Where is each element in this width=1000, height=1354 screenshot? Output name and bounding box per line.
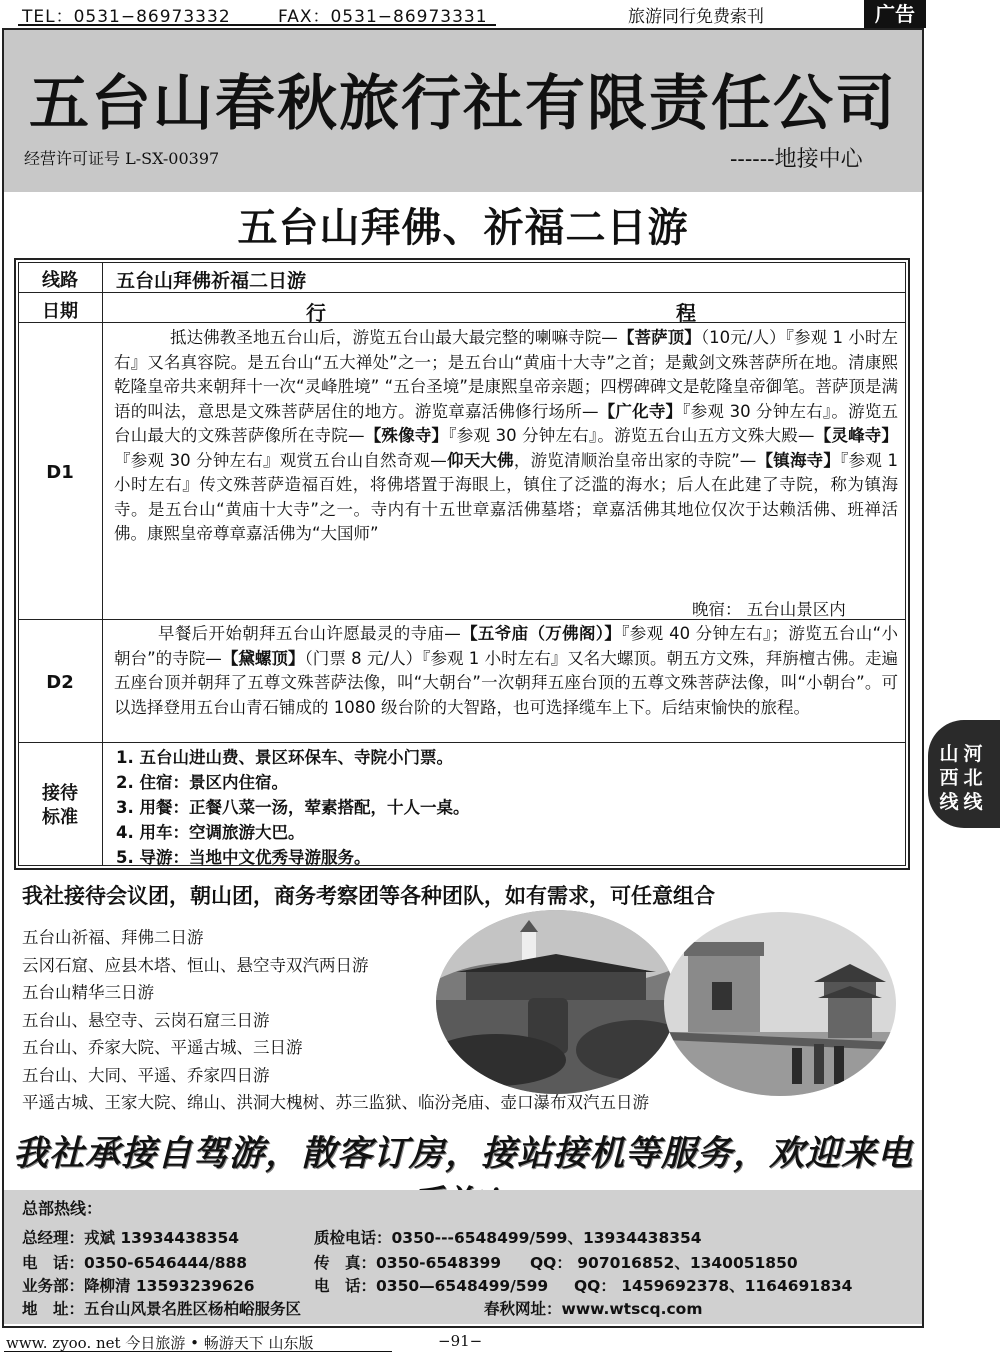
route-item: 平遥古城、王家大院、绵山、洪洞大槐树、苏三监狱、临汾尧庙、壶口瀑布双汽五日游	[22, 1093, 649, 1112]
company-name: 五台山春秋旅行社有限责任公司	[29, 69, 897, 139]
footer-site[interactable]: www. zyoo. net 今日旅游 • 畅游天下 山东版	[6, 1334, 314, 1352]
page-number: −91−	[438, 1332, 483, 1350]
side-tab-char: 线	[963, 791, 983, 813]
standard-item: 2. 住宿：景区内住宿。	[116, 773, 288, 792]
date-label: 日期	[42, 301, 78, 322]
dijie-center: ------地接中心	[730, 147, 863, 172]
footer-underline	[4, 1351, 392, 1352]
temple-photo-image	[436, 910, 676, 1094]
standard-item: 4. 用车：空调旅游大巴。	[116, 823, 305, 842]
tour-title: 五台山拜佛、祈福二日游	[237, 204, 689, 251]
table-column-rule	[102, 262, 103, 866]
route-item: 五台山、大同、平遥、乔家四日游	[22, 1065, 270, 1085]
route-item: 五台山精华三日游	[22, 983, 154, 1002]
fortress-photo-image	[664, 912, 896, 1096]
side-tab-char: 北	[963, 767, 983, 789]
page-footer	[0, 1332, 1000, 1354]
side-tab-hebei	[962, 742, 984, 814]
day-label-d2: D2	[46, 672, 74, 693]
itinerary-header-xing: 行	[306, 301, 326, 325]
route-item: 云冈石窟、应县木塔、恒山、悬空寺双汽两日游	[22, 955, 369, 975]
company-header	[4, 30, 922, 192]
service-slogan: 我社承接自驾游，散客订房，接站接机等服务，欢迎来电	[12, 1134, 913, 1174]
license-number: 经营许可证号 L-SX-00397	[24, 149, 220, 168]
route-value: 五台山拜佛祈福二日游	[116, 270, 307, 292]
fax-number: FAX：0531−86973331	[278, 7, 488, 27]
group-services-line: 我社接待会议团，朝山团，商务考察团等各种团队，如有需求，可任意组合	[22, 883, 715, 908]
itinerary-header-cheng: 程	[676, 301, 696, 325]
side-tab-char: 山	[939, 743, 959, 765]
route-item: 五台山祈福、拜佛二日游	[22, 928, 204, 947]
temple-photo	[436, 910, 676, 1094]
side-tab-shanxi	[938, 742, 960, 814]
ad-tag: 广告	[864, 0, 926, 28]
table-rule	[18, 742, 906, 743]
day-label-d1: D1	[46, 462, 74, 483]
side-tab-char: 线	[939, 791, 959, 813]
side-tab-char: 河	[963, 743, 983, 765]
route-item: 五台山、悬空寺、云岗石窟三日游	[22, 1010, 270, 1030]
day-2-description: 早餐后开始朝拜五台山许愿最灵的寺庙—【五爷庙（万佛阁）】『参观 40 分钟左右』；游览五台山“小朝台”的寺院—【黛螺顶】（门票 8 元/人）『参观 1 小时左右』又名大螺顶。朝五方文殊，拜旃檀古佛。走遍五座台顶并朝拜了五尊文殊菩萨法像，叫“大朝台”一次朝拜五座台顶的五尊文殊菩萨法像，叫“小朝台”。可以选择登用五台山青石铺成的 1080 级台阶的大智路，也可选择缆车上下。后结束愉快的旅程。	[114, 624, 898, 717]
contact-underline	[18, 24, 496, 26]
standard-label: 接待 标准	[42, 783, 78, 828]
service-standards	[116, 745, 470, 870]
region-side-tab[interactable]	[928, 720, 1000, 828]
day-1-accommodation: 晚宿： 五台山景区内	[692, 600, 846, 619]
standard-item: 5. 导游：当地中文优秀导游服务。	[116, 848, 371, 867]
day-1-description: 抵达佛教圣地五台山后，游览五台山最大最完整的喇嘛寺院—【菩萨顶】（10元/人）『参观 1 小时左右』又名真容院。是五台山“五大禅处”之一；是五台山“黄庙十大寺”之首；是戴剑文殊菩萨所在地。清康熙乾隆皇帝共来朝拜十一次“灵峰胜境” “五台圣境”是康熙皇帝亲题；四楞碑碑文是乾隆皇帝御笔。菩萨顶是满语的叫法，意思是文殊菩萨居住的地方。游览章嘉活佛修行场所—【广化寺】『参观 30 分钟左右』。游览五台山最大的文殊菩萨像所在寺院—【殊像寺】『参观 30 分钟左右』。游览五台山五方文殊大殿—【灵峰寺】『参观 30 分钟左右』观赏五台山自然奇观—仰天大佛，游览清顺治皇帝出家的寺院”—【镇海寺】『参观 1 小时左右』传文殊菩萨造福百姓，将佛塔置于海眼上，镇住了泛滥的海水；后人在此建了寺院，称为镇海寺。是五台山“黄庙十大寺”之一。寺内有十五世章嘉活佛墓塔；章嘉活佛其地位仅次于达赖活佛、班禅活佛。康熙皇帝尊章嘉活佛为“大国师”	[114, 328, 899, 543]
route-label: 线路	[42, 270, 78, 291]
fortress-photo	[664, 912, 896, 1096]
top-strip	[0, 0, 1000, 28]
side-tab-char: 西	[939, 767, 959, 789]
standard-item: 3. 用餐：正餐八菜一汤，荤素搭配，十人一桌。	[116, 798, 470, 817]
website-link[interactable]: 春秋网址：www.wtscq.com	[484, 1300, 703, 1318]
tel-number: TEL：0531−86973332	[22, 7, 231, 27]
hotline-title: 总部热线：	[22, 1199, 103, 1218]
standard-item: 1. 五台山进山费、景区环保车、寺院小门票。	[116, 748, 453, 767]
route-item: 五台山、乔家大院、平遥古城、三日游	[22, 1038, 303, 1057]
contact-block: 总部热线： 总经理：戎斌 13934438354 质检电话：0350---6548499/599、13934438354 电 话：0350-6546444/888 传 真：0350-6548399 QQ： 907016852、1340051850 业务部：降柳清 13593239626 电 话：0350—6548499/599 QQ： 1459692378、1164691834 地 址：五台山风景名胜区杨柏峪服务区 春秋网址：www.wtscq.com	[4, 1190, 922, 1324]
table-rule	[18, 322, 906, 323]
index-label: 旅游同行免费索刊	[628, 7, 764, 27]
